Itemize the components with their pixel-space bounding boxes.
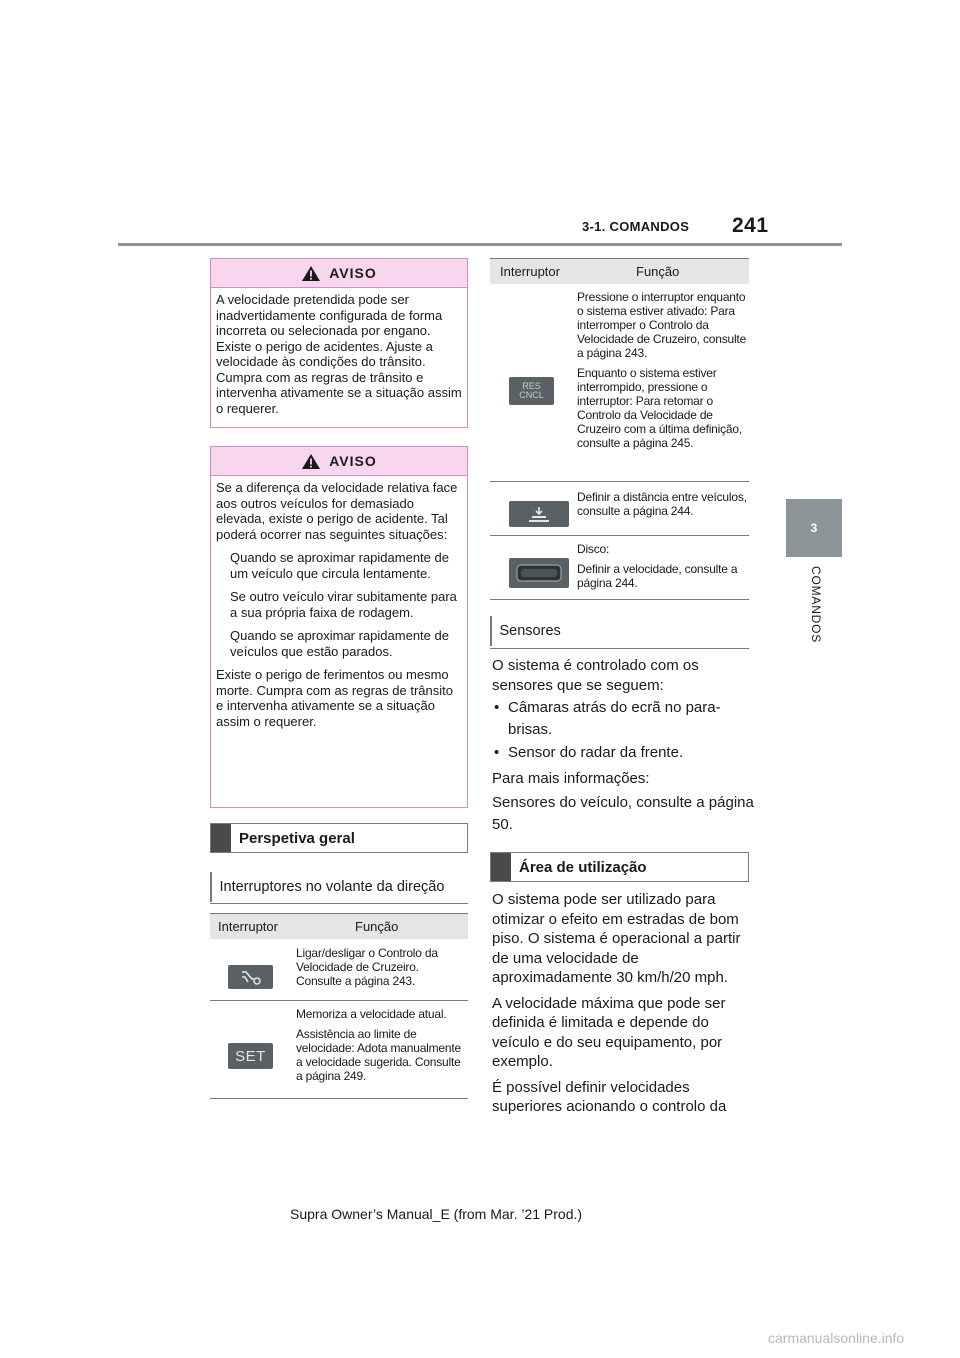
sensor-bullet: • Sensor do radar da frente. bbox=[492, 743, 754, 763]
switch-table-header bbox=[490, 258, 749, 284]
warning-intro: Se a diferença da velocidade relativa face aos outros veículos for demasiado elevada, existe o perigo de acidente. Tal poderá ocorrer nas seguintes situações: bbox=[216, 480, 458, 542]
set-button: SET bbox=[228, 1043, 273, 1069]
page-number: 241 bbox=[732, 214, 769, 237]
overview-heading-text: Perspetiva geral bbox=[239, 829, 355, 847]
overview-heading bbox=[210, 823, 468, 853]
warning-triangle-icon bbox=[301, 265, 321, 282]
table-row bbox=[490, 482, 749, 536]
table-row bbox=[490, 284, 749, 482]
chapter-tab-label-text: COMANDOS bbox=[809, 566, 823, 644]
warning-title: AVISO bbox=[329, 265, 377, 281]
subheading-rule bbox=[490, 648, 749, 649]
warning-box-2 bbox=[210, 446, 468, 808]
cruise-control-button bbox=[228, 965, 273, 989]
cruise-control-icon bbox=[237, 968, 265, 986]
function-text: Disco: bbox=[577, 542, 610, 556]
function-text: Enquanto o sistema estiver interrompido, pressione o interruptor: Para retomar o Controlo da Velocidade de Cruzeiro com a última definição, consulte a página 245. bbox=[577, 366, 743, 450]
switch-table-header bbox=[210, 913, 468, 939]
sensors-intro: O sistema é controlado com os sensores que se seguem: bbox=[492, 657, 699, 694]
chapter-tab-label bbox=[804, 566, 826, 676]
col-switch: Interruptor bbox=[500, 264, 560, 279]
col-function: Função bbox=[636, 264, 680, 279]
col-function: Função bbox=[355, 919, 399, 934]
table-row bbox=[490, 536, 749, 600]
warning-triangle-icon bbox=[301, 453, 321, 470]
subheading-rule bbox=[210, 903, 468, 904]
table-row bbox=[210, 939, 468, 1001]
heading-marker bbox=[491, 853, 511, 881]
header-divider bbox=[118, 243, 842, 246]
warning-item: Quando se aproximar rapidamente de veículos que estão parados. bbox=[230, 628, 449, 659]
sensors-subheading-text: Sensores bbox=[499, 623, 561, 639]
manual-footer: Supra Owner’s Manual_E (from Mar. ’21 Prod.) bbox=[290, 1206, 583, 1222]
distance-icon bbox=[524, 505, 554, 523]
warning-header bbox=[211, 259, 467, 288]
chapter-tab-number: 3 bbox=[786, 499, 842, 557]
warning-text: A velocidade pretendida pode ser inadvertidamente configurada de forma incorreta ou selecionada por engano. Existe o perigo de acidentes. Ajuste a velocidade às condições do trânsito. Cumpra com as regras de trânsito e intervenha ativamente se a situação assim o requerer. bbox=[216, 292, 462, 416]
usage-paragraph: É possível definir velocidades superiores acionando o controlo da bbox=[492, 1078, 727, 1115]
warning-item: Se outro veículo virar subitamente para a sua própria faixa de rodagem. bbox=[230, 589, 457, 620]
function-text: Definir a velocidade, consulte a página 244. bbox=[577, 562, 738, 590]
disc-button bbox=[509, 558, 569, 588]
rocker-disc-icon bbox=[514, 562, 564, 584]
res-label: RES bbox=[522, 381, 541, 391]
warning-title: AVISO bbox=[329, 453, 377, 469]
warning-outro: Existe o perigo de ferimentos ou mesmo morte. Cumpra com as regras de trânsito e intervenha ativamente se a situação assim o requerer. bbox=[216, 667, 453, 729]
steering-switches-subheading-text: Interruptores no volante da direção bbox=[219, 879, 445, 895]
function-text: Pressione o interruptor enquanto o sistema estiver ativado: Para interromper o Controlo da Velocidade de Cruzeiro, consulte a página 243. bbox=[577, 290, 747, 360]
function-text: Memoriza a velocidade atual. bbox=[296, 1007, 447, 1021]
function-text: Assistência ao limite de velocidade: Adota manualmente a velocidade sugerida. Consulte a página 249. bbox=[296, 1027, 461, 1083]
more-info-reference: Sensores do veículo, consulte a página 50. bbox=[492, 794, 754, 833]
warning-box-1 bbox=[210, 258, 468, 428]
distance-button bbox=[509, 501, 569, 527]
res-cncl-button bbox=[509, 377, 554, 405]
function-text: Ligar/desligar o Controlo da Velocidade de Cruzeiro. Consulte a página 243. bbox=[296, 946, 438, 988]
usage-heading bbox=[490, 852, 749, 882]
steering-switches-subheading bbox=[210, 872, 468, 902]
usage-paragraph: A velocidade máxima que pode ser definida é limitada e depende do veículo e do seu equipamento, por exemplo. bbox=[492, 994, 726, 1070]
usage-paragraph: O sistema pode ser utilizado para otimizar o efeito em estradas de bom piso. O sistema é operacional a partir de uma velocidade de aproximadamente 30 km/h/20 mph. bbox=[492, 891, 741, 986]
table-row bbox=[210, 1001, 468, 1099]
warning-item: Quando se aproximar rapidamente de um veículo que circula lentamente. bbox=[230, 550, 449, 581]
usage-heading-text: Área de utilização bbox=[519, 858, 647, 876]
more-info-label: Para mais informações: bbox=[492, 769, 650, 787]
sensor-bullet: • Câmaras atrás do ecrã no para-brisas. bbox=[492, 697, 754, 741]
section-title: 3-1. COMANDOS bbox=[582, 219, 690, 234]
sensors-text bbox=[492, 656, 754, 842]
col-switch: Interruptor bbox=[218, 919, 278, 934]
usage-text bbox=[492, 890, 754, 1123]
watermark: carmanualsonline.info bbox=[768, 1330, 905, 1346]
warning-header bbox=[211, 447, 467, 476]
heading-marker bbox=[211, 824, 231, 852]
function-text: Definir a distância entre veículos, consulte a página 244. bbox=[577, 490, 747, 518]
cncl-label: CNCL bbox=[519, 390, 544, 400]
sensors-subheading bbox=[490, 616, 749, 646]
